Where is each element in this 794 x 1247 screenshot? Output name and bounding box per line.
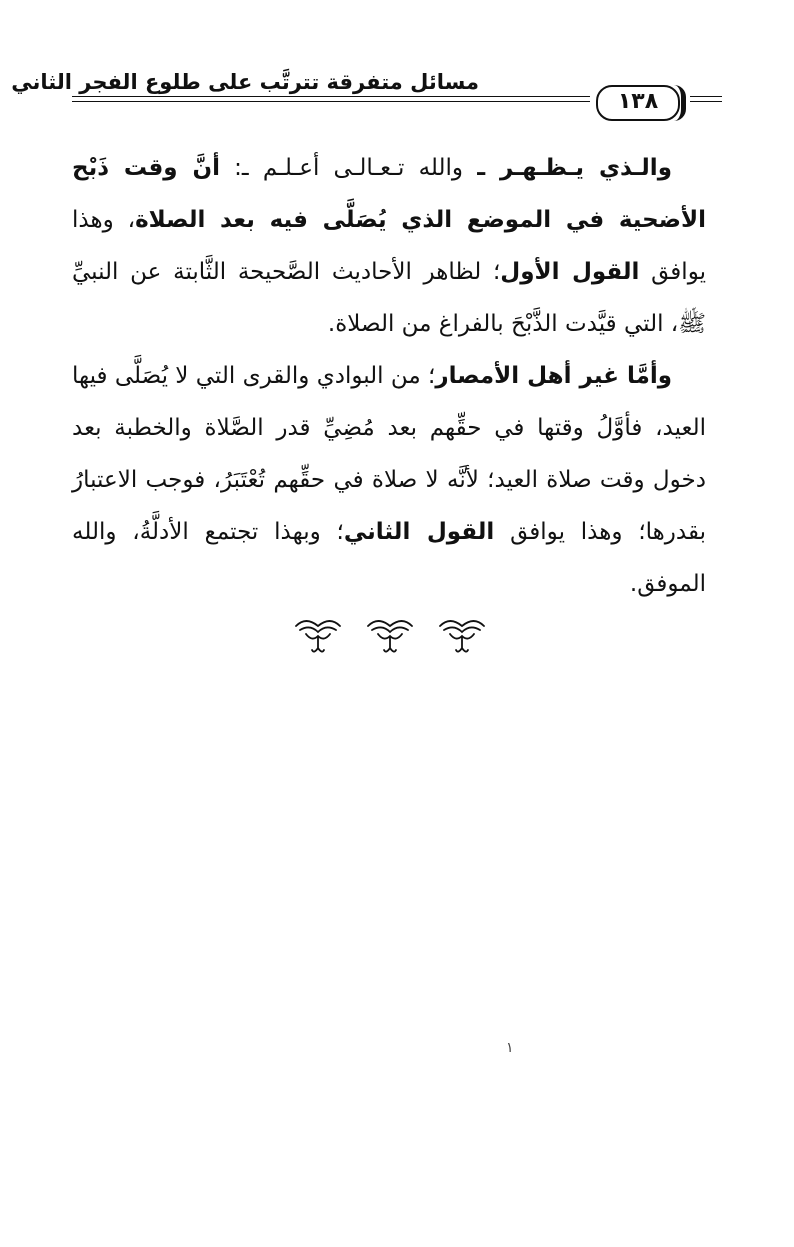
paragraph-2 [72,350,706,610]
paragraph-1 [72,142,706,350]
text-span: ، وهذا يوافق [72,207,706,285]
running-title: مسائل متفرقة تترتَّب على طلوع الفجر الثاني [11,70,479,94]
header-rule-left-lower [72,101,590,102]
stray-mark: ١ [506,1040,514,1056]
section-end-ornament [290,612,490,662]
header-rule-right-lower [690,101,722,102]
page-header [0,0,794,130]
text-span: ؛ لظاهر الأحاديث الصَّحيحة الثَّابتة عن النبيِّ ﷺ، التي قيَّدت الذَّبْحَ بالفراغ من الصلاة. [72,259,706,337]
header-rule-right [690,96,722,97]
bold-phrase: القول الأول [500,259,640,285]
bold-phrase: والـذي يـظـهـر ـ [477,155,672,181]
page-number-frame [596,85,680,121]
header-rule-left [72,96,590,97]
flourish-icon [436,612,488,660]
bold-phrase: القول الثاني [343,519,495,545]
body-text [72,142,706,610]
flourish-icon [364,612,416,660]
page-number: ١٣٨ [617,89,659,114]
text-span: والله تـعـالـى أعـلـم ـ: [219,155,478,181]
bold-phrase: أنَّ وقت ذَبْح الأضحية في الموضع الذي يُصَلَّى فيه بعد الصلاة [72,155,706,233]
flourish-icon [292,612,344,660]
text-span: ؛ وبهذا تجتمع الأدلَّةُ، والله الموفق. [72,519,706,597]
bold-phrase: وأمَّا غير أهل الأمصار [435,363,672,389]
text-span: ؛ من البوادي والقرى التي لا يُصَلَّى فيها العيد، فأوَّلُ وقتها في حقِّهم بعد مُضِيِّ قدر الصَّلاة والخطبة بعد دخول وقت صلاة العيد؛ لأنَّه لا صلاة في حقِّهم تُعْتَبَرُ، فوجب الاعتبارُ بقدرها؛ وهذا يوافق [72,363,706,545]
